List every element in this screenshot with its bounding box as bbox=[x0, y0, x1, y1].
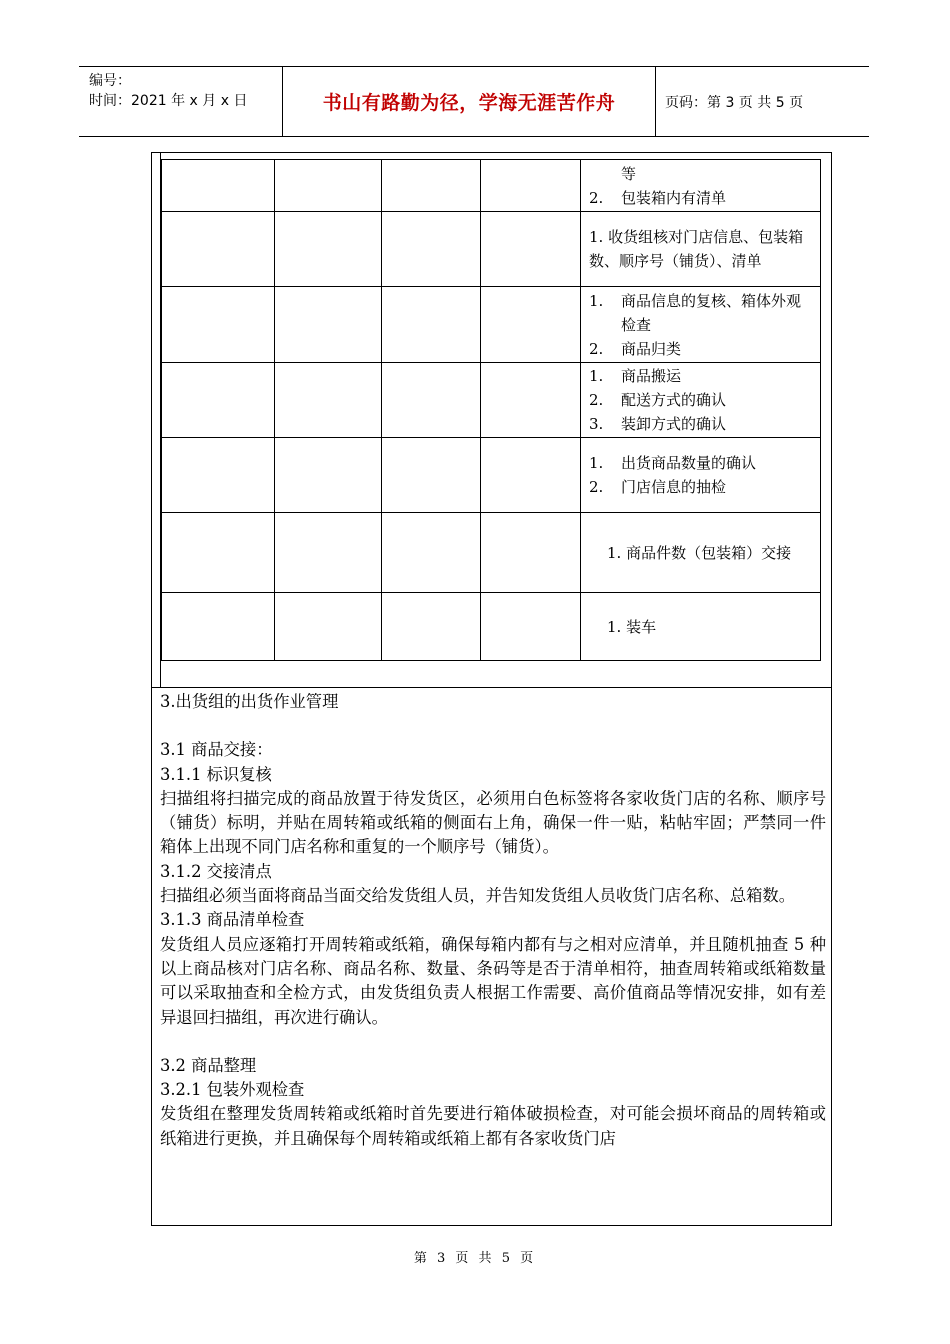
header-divider bbox=[282, 67, 283, 136]
table-cell bbox=[275, 212, 382, 287]
table-row bbox=[162, 287, 821, 363]
list-item: 1. 收货组核对门店信息、包装箱数、顺序号（铺货）、清单 bbox=[589, 228, 804, 270]
paragraph: 扫描组必须当面将商品当面交给发货组人员，并告知发货组人员收货门店名称、总箱数。 bbox=[160, 886, 795, 906]
table-cell bbox=[481, 363, 581, 438]
paragraph: 扫描组将扫描完成的商品放置于待发货区，必须用白色标签将各家收货门店的名称、顺序号（铺货）标明，并贴在周转箱或纸箱的侧面右上角，确保一件一贴，粘帖牢固；严禁同一件箱体上出现不同门店名称和重复的一个顺序号（铺货）。 bbox=[160, 788, 826, 857]
list-item: 3. 装卸方式的确认 bbox=[589, 415, 727, 433]
subsection-title: 3.1 商品交接： bbox=[160, 740, 273, 760]
table-cell bbox=[275, 438, 382, 513]
number-label: 编号： bbox=[89, 73, 131, 89]
list-item: 1. 商品信息的复核、箱体外观检查 bbox=[589, 291, 802, 334]
table-cell bbox=[382, 513, 481, 593]
list-item: 2. 包装箱内有清单 bbox=[589, 188, 727, 207]
list-item: 1. 装车 bbox=[607, 617, 657, 636]
list-item: 2. 配送方式的确认 bbox=[589, 391, 727, 409]
procedure-table bbox=[161, 159, 821, 661]
table-row bbox=[162, 212, 821, 287]
list-item: 1. 出货商品数量的确认 bbox=[589, 454, 757, 472]
header-meta bbox=[89, 71, 247, 111]
spacer bbox=[160, 714, 826, 738]
table-cell bbox=[162, 513, 275, 593]
table-cell bbox=[275, 160, 382, 212]
table-cell bbox=[275, 593, 382, 661]
table-cell bbox=[481, 212, 581, 287]
table-cell bbox=[275, 287, 382, 363]
table-cell bbox=[382, 363, 481, 438]
table-cell bbox=[382, 212, 481, 287]
list-item: 2. 门店信息的抽检 bbox=[589, 478, 727, 496]
table-cell bbox=[162, 160, 275, 212]
header-motto: 书山有路勤为径，学海无涯苦作舟 bbox=[322, 92, 616, 114]
paragraph: 发货组人员应逐箱打开周转箱或纸箱，确保每箱内都有与之相对应清单，并且随机抽查 5 种以上商品核对门店名称、商品名称、数量、条码等是否于清单相符，抽查周转箱或纸箱数量可以采取抽查和全检方式，由发货组负责人根据工作需要、高价值商品等情况安排，如有差异退回扫描组，再次进行确认。 bbox=[160, 934, 826, 1027]
subsection-title: 3.1.1 标识复核 bbox=[160, 764, 272, 784]
subsection-title: 3.1.3 商品清单检查 bbox=[160, 910, 305, 930]
page-header bbox=[79, 66, 869, 137]
paragraph: 发货组在整理发货周转箱或纸箱时首先要进行箱体破损检查，对可能会损坏商品的周转箱或纸箱进行更换，并且确保每个周转箱或纸箱上都有各家收货门店 bbox=[160, 1104, 826, 1148]
table-cell-steps bbox=[581, 363, 821, 438]
table-cell bbox=[162, 363, 275, 438]
table-cell bbox=[382, 287, 481, 363]
table-row bbox=[162, 363, 821, 438]
table-cell bbox=[481, 438, 581, 513]
table-cell bbox=[162, 593, 275, 661]
list-item: 1. 商品件数（包装箱）交接 bbox=[607, 543, 792, 562]
table-cell-steps bbox=[581, 593, 821, 661]
table-cell-steps bbox=[581, 212, 821, 287]
list-item: 2. 商品归类 bbox=[589, 339, 682, 358]
table-cell bbox=[481, 593, 581, 661]
table-cell-steps bbox=[581, 160, 821, 212]
page-footer: 第 3 页 共 5 页 bbox=[413, 1251, 537, 1266]
table-cell bbox=[481, 160, 581, 212]
page-info: 页码：第 3 页 共 5 页 bbox=[665, 94, 804, 111]
table-cell bbox=[275, 513, 382, 593]
table-row bbox=[162, 438, 821, 513]
table-row bbox=[162, 160, 821, 212]
subsection-title: 3.1.2 交接清点 bbox=[160, 861, 272, 881]
table-cell bbox=[382, 438, 481, 513]
table-cell-steps bbox=[581, 438, 821, 513]
date-label: 时间：2021 年 x 月 x 日 bbox=[89, 93, 248, 109]
table-row bbox=[162, 513, 821, 593]
table-cell-steps bbox=[581, 287, 821, 363]
subsection-title: 3.2 商品整理 bbox=[160, 1055, 257, 1075]
table-cell-steps bbox=[581, 513, 821, 593]
table-cell bbox=[162, 287, 275, 363]
table-cell bbox=[275, 363, 382, 438]
section-title: 3.出货组的出货作业管理 bbox=[160, 692, 339, 711]
body-content bbox=[160, 690, 826, 1151]
frame-section-divider bbox=[151, 687, 832, 688]
subsection-title: 3.2.1 包装外观检查 bbox=[160, 1080, 305, 1100]
table-cell bbox=[162, 212, 275, 287]
table-row bbox=[162, 593, 821, 661]
table-cell bbox=[481, 513, 581, 593]
header-divider bbox=[655, 67, 656, 136]
table-cell bbox=[382, 593, 481, 661]
table-cell bbox=[382, 160, 481, 212]
spacer bbox=[160, 1030, 826, 1054]
table-cell bbox=[162, 438, 275, 513]
list-item: 1. 商品搬运 bbox=[589, 367, 682, 385]
list-item: 等 bbox=[621, 164, 637, 183]
table-cell bbox=[481, 287, 581, 363]
